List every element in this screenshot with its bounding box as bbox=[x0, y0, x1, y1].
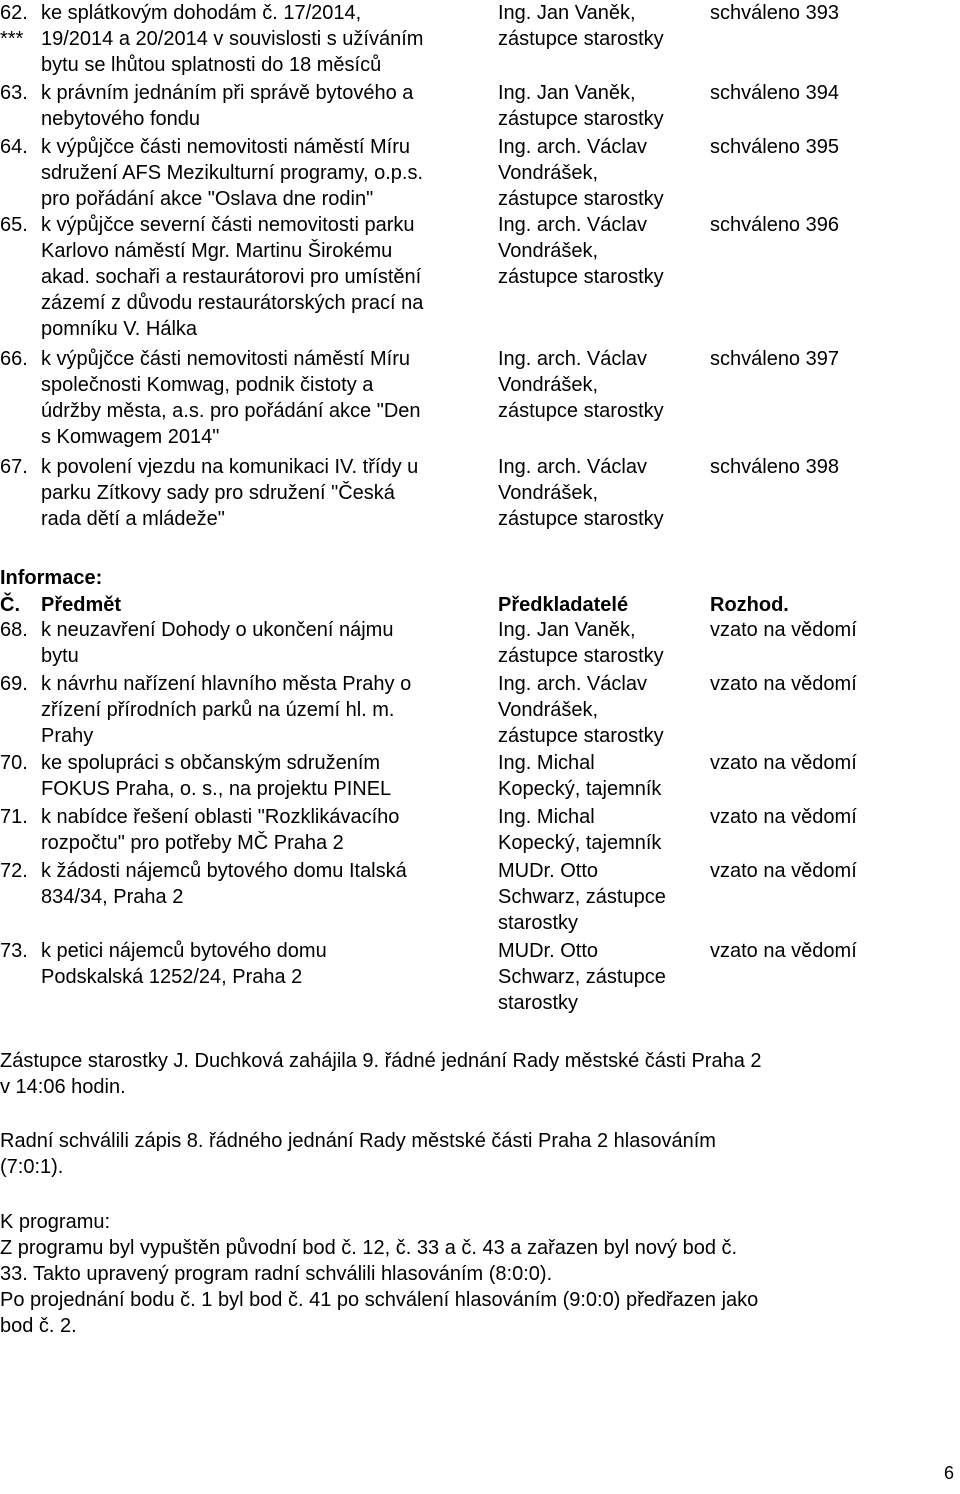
submitter-line: Ing. Jan Vaněk, bbox=[498, 2, 636, 24]
subject-line: parku Zítkovy sady pro sdružení "Česká bbox=[41, 482, 395, 504]
submitter-line: zástupce starostky bbox=[498, 508, 664, 530]
subject-line: k povolení vjezdu na komunikaci IV. třídy u bbox=[41, 456, 419, 478]
submitter-line: Ing. arch. Václav bbox=[498, 456, 647, 478]
item-number-text: 66. bbox=[0, 348, 28, 370]
item-number bbox=[0, 617, 28, 643]
subject-line: k nabídce řešení oblasti "Rozklikávacího bbox=[41, 806, 400, 828]
subject-line: ke splátkovým dohodám č. 17/2014, bbox=[41, 2, 362, 24]
submitter-line: Vondrášek, bbox=[498, 699, 599, 721]
submitter-line: Schwarz, zástupce bbox=[498, 966, 666, 988]
item-decision: vzato na vědomí bbox=[710, 940, 857, 962]
subject-line: s Komwagem 2014" bbox=[41, 426, 220, 448]
item-decision: vzato na vědomí bbox=[710, 752, 857, 774]
item-number-text: 64. bbox=[0, 136, 28, 158]
item-number bbox=[0, 134, 28, 160]
submitter-line: Ing. arch. Václav bbox=[498, 673, 647, 695]
submitter-line: zástupce starostky bbox=[498, 645, 664, 667]
program-label: K programu: bbox=[0, 1211, 111, 1233]
subject-line: ke spolupráci s občanským sdružením bbox=[41, 752, 381, 774]
submitter-line: MUDr. Otto bbox=[498, 940, 599, 962]
submitter-line: starostky bbox=[498, 992, 579, 1014]
item-decision: schváleno 396 bbox=[710, 214, 839, 236]
subject-line: zřízení přírodních parků na území hl. m. bbox=[41, 699, 395, 721]
item-decision: vzato na vědomí bbox=[710, 860, 857, 882]
subject-line: 834/34, Praha 2 bbox=[41, 886, 184, 908]
item-marker: *** bbox=[0, 28, 24, 50]
submitter-line: zástupce starostky bbox=[498, 400, 664, 422]
submitter-line: Vondrášek, bbox=[498, 162, 599, 184]
paragraph-line: Zástupce starostky J. Duchková zahájila 9. řádné jednání Rady městské části Praha 2 bbox=[0, 1050, 762, 1072]
item-number bbox=[0, 0, 28, 52]
subject-line: společnosti Komwag, podnik čistoty a bbox=[41, 374, 374, 396]
item-subject bbox=[41, 938, 493, 990]
subject-line: k výpůjčce části nemovitosti náměstí Míru bbox=[41, 348, 411, 370]
submitter-line: Kopecký, tajemník bbox=[498, 778, 662, 800]
paragraph-line: Radní schválili zápis 8. řádného jednání Rady městské části Praha 2 hlasováním bbox=[0, 1130, 716, 1152]
subject-line: pro pořádání akce "Oslava dne rodin" bbox=[41, 188, 374, 210]
item-subject bbox=[41, 80, 493, 132]
subject-line: bytu se lhůtou splatnosti do 18 měsíců bbox=[41, 54, 382, 76]
submitter-line: Schwarz, zástupce bbox=[498, 886, 666, 908]
submitter-line: zástupce starostky bbox=[498, 188, 664, 210]
item-subject bbox=[41, 212, 493, 342]
submitter-line: Ing. Jan Vaněk, bbox=[498, 619, 636, 641]
submitter-line: zástupce starostky bbox=[498, 266, 664, 288]
page-number: 6 bbox=[943, 1463, 954, 1483]
subject-line: nebytového fondu bbox=[41, 108, 201, 130]
item-decision: schváleno 398 bbox=[710, 456, 839, 478]
item-decision: vzato na vědomí bbox=[710, 673, 857, 695]
item-number-text: 63. bbox=[0, 82, 28, 104]
item-decision: vzato na vědomí bbox=[710, 619, 857, 641]
submitter-line: Kopecký, tajemník bbox=[498, 832, 662, 854]
opening-paragraph bbox=[0, 1048, 900, 1100]
subject-line: bytu bbox=[41, 645, 79, 667]
item-subject bbox=[41, 750, 493, 802]
item-number bbox=[0, 938, 28, 964]
item-submitter bbox=[498, 80, 703, 132]
subject-line: k právním jednáním při správě bytového a bbox=[41, 82, 414, 104]
subject-line: údržby města, a.s. pro pořádání akce "Den bbox=[41, 400, 421, 422]
item-submitter bbox=[498, 750, 703, 802]
submitter-line: Vondrášek, bbox=[498, 374, 599, 396]
paragraph-line: Po projednání bodu č. 1 byl bod č. 41 po schválení hlasováním (9:0:0) předřazen jako bbox=[0, 1289, 759, 1311]
subject-line: rada dětí a mládeže" bbox=[41, 508, 225, 530]
header-subject: Předmět bbox=[41, 594, 122, 616]
subject-line: 19/2014 a 20/2014 v souvislosti s užíváním bbox=[41, 28, 424, 50]
item-submitter bbox=[498, 617, 703, 669]
paragraph-line: 33. Takto upravený program radní schválili hlasováním (8:0:0). bbox=[0, 1263, 553, 1285]
item-number bbox=[0, 454, 28, 480]
submitter-line: Ing. Michal bbox=[498, 752, 595, 774]
item-decision: schváleno 397 bbox=[710, 348, 839, 370]
subject-line: k výpůjčce severní části nemovitosti parku bbox=[41, 214, 415, 236]
subject-line: akad. sochaři a restaurátorovi pro umístění bbox=[41, 266, 422, 288]
submitter-line: zástupce starostky bbox=[498, 28, 664, 50]
subject-line: rozpočtu" pro potřeby MČ Praha 2 bbox=[41, 832, 344, 854]
item-submitter bbox=[498, 454, 703, 532]
submitter-line: Ing. arch. Václav bbox=[498, 214, 647, 236]
item-subject bbox=[41, 346, 493, 450]
item-subject bbox=[41, 617, 493, 669]
subject-line: Prahy bbox=[41, 725, 94, 747]
item-submitter bbox=[498, 0, 703, 52]
program-paragraph bbox=[0, 1209, 900, 1339]
item-submitter bbox=[498, 134, 703, 212]
submitter-line: Ing. Michal bbox=[498, 806, 595, 828]
submitter-line: Ing. Jan Vaněk, bbox=[498, 82, 636, 104]
item-subject bbox=[41, 804, 493, 856]
subject-line: pomníku V. Hálka bbox=[41, 318, 198, 340]
header-number: Č. bbox=[0, 594, 20, 616]
item-number-text: 71. bbox=[0, 806, 28, 828]
submitter-line: zástupce starostky bbox=[498, 108, 664, 130]
item-submitter bbox=[498, 804, 703, 856]
item-number-text: 68. bbox=[0, 619, 28, 641]
item-number bbox=[0, 804, 28, 830]
paragraph-line: bod č. 2. bbox=[0, 1315, 77, 1337]
submitter-line: Vondrášek, bbox=[498, 482, 599, 504]
item-number bbox=[0, 858, 28, 884]
header-decision: Rozhod. bbox=[710, 594, 789, 616]
paragraph-line: (7:0:1). bbox=[0, 1156, 64, 1178]
item-number-text: 70. bbox=[0, 752, 28, 774]
item-decision: vzato na vědomí bbox=[710, 806, 857, 828]
submitter-line: Ing. arch. Václav bbox=[498, 136, 647, 158]
submitter-line: zástupce starostky bbox=[498, 725, 664, 747]
item-number-text: 65. bbox=[0, 214, 28, 236]
header-submitter: Předkladatelé bbox=[498, 594, 629, 616]
subject-line: sdružení AFS Mezikulturní programy, o.p.s. bbox=[41, 162, 424, 184]
item-number bbox=[0, 346, 28, 372]
subject-line: k neuzavření Dohody o ukončení nájmu bbox=[41, 619, 394, 641]
item-number bbox=[0, 750, 28, 776]
item-submitter bbox=[498, 346, 703, 424]
item-number bbox=[0, 671, 28, 697]
paragraph-line: v 14:06 hodin. bbox=[0, 1076, 126, 1098]
subject-line: zázemí z důvodu restaurátorských prací na bbox=[41, 292, 424, 314]
item-submitter bbox=[498, 212, 703, 290]
item-subject bbox=[41, 0, 493, 78]
item-decision: schváleno 395 bbox=[710, 136, 839, 158]
submitter-line: Ing. arch. Václav bbox=[498, 348, 647, 370]
item-subject bbox=[41, 454, 493, 532]
item-decision: schváleno 393 bbox=[710, 2, 839, 24]
subject-line: k výpůjčce části nemovitosti náměstí Míru bbox=[41, 136, 411, 158]
subject-line: k petici nájemců bytového domu bbox=[41, 940, 327, 962]
item-number-text: 67. bbox=[0, 456, 28, 478]
item-number-text: 62. bbox=[0, 2, 28, 24]
paragraph-line: Z programu byl vypuštěn původní bod č. 12, č. 33 a č. 43 a zařazen byl nový bod č. bbox=[0, 1237, 738, 1259]
item-decision: schváleno 394 bbox=[710, 82, 839, 104]
item-submitter bbox=[498, 938, 703, 1016]
subject-line: Karlovo náměstí Mgr. Martinu Širokému bbox=[41, 240, 393, 262]
item-number-text: 69. bbox=[0, 673, 28, 695]
submitter-line: Vondrášek, bbox=[498, 240, 599, 262]
item-number-text: 72. bbox=[0, 860, 28, 882]
subject-line: k návrhu nařízení hlavního města Prahy o bbox=[41, 673, 412, 695]
minutes-approval-paragraph bbox=[0, 1128, 900, 1180]
item-submitter bbox=[498, 858, 703, 936]
item-number-text: 73. bbox=[0, 940, 28, 962]
submitter-line: starostky bbox=[498, 912, 579, 934]
subject-line: k žádosti nájemců bytového domu Italská bbox=[41, 860, 407, 882]
item-submitter bbox=[498, 671, 703, 749]
submitter-line: MUDr. Otto bbox=[498, 860, 599, 882]
subject-line: FOKUS Praha, o. s., na projektu PINEL bbox=[41, 778, 392, 800]
item-subject bbox=[41, 134, 493, 212]
item-number bbox=[0, 80, 28, 106]
item-subject bbox=[41, 671, 493, 749]
item-number bbox=[0, 212, 28, 238]
item-subject bbox=[41, 858, 493, 910]
subject-line: Podskalská 1252/24, Praha 2 bbox=[41, 966, 303, 988]
info-section-heading: Informace: bbox=[0, 567, 103, 589]
